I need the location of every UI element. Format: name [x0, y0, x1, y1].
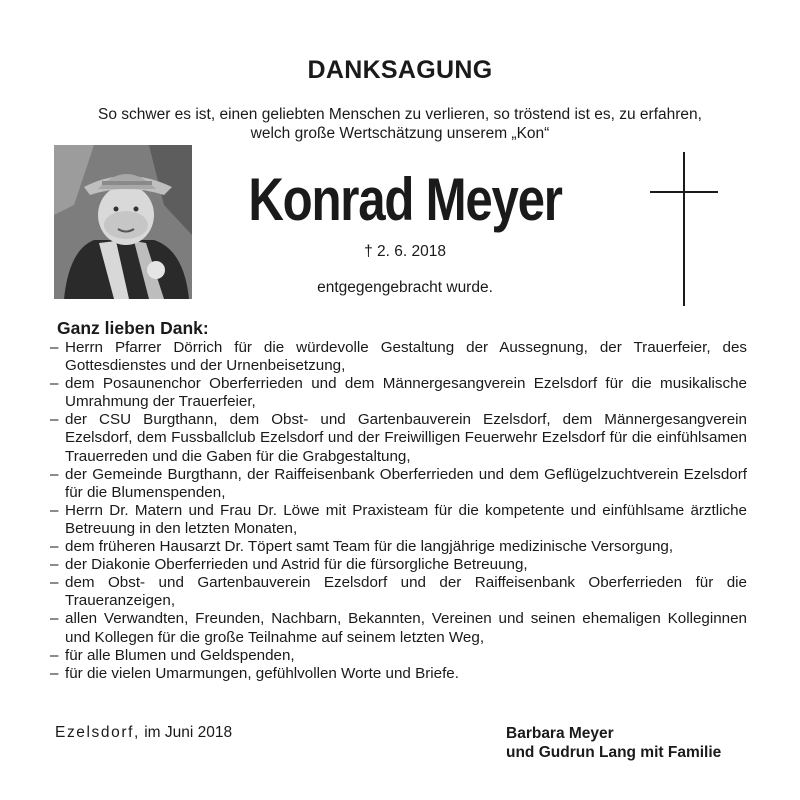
- list-item-text: der Diakonie Oberferrieden und Astrid für die fürsorgliche Betreuung,: [65, 556, 528, 574]
- list-dash: –: [50, 465, 59, 483]
- cross-horizontal-bar: [650, 191, 718, 193]
- list-item: [50, 538, 747, 556]
- list-dash: –: [50, 556, 59, 574]
- deceased-name: Konrad Meyer: [248, 166, 562, 233]
- notice-title: DANKSAGUNG: [307, 56, 493, 84]
- signature-block: [506, 724, 721, 762]
- list-item-text: dem Posaunenchor Oberferrieden und dem Männergesangverein Ezelsdorf für die musikalische Umrahmung der Trauerfeier,: [65, 375, 747, 411]
- town-name: Ezelsdorf,: [55, 724, 140, 741]
- list-item-text: der Gemeinde Burgthann, der Raiffeisenbank Oberferrieden und dem Geflügelzuchtverein Ezelsdorf für die Blumenspenden,: [65, 465, 747, 501]
- list-item: [50, 375, 747, 411]
- intro-line-1: So schwer es ist, einen geliebten Menschen zu verlieren, so tröstend ist es, zu erfahren,: [98, 106, 702, 123]
- cross-vertical-bar: [683, 152, 685, 306]
- list-dash: –: [50, 574, 59, 592]
- cross-icon: [650, 152, 718, 306]
- intro-text: [40, 105, 760, 143]
- received-text: entgegengebracht wurde.: [317, 279, 493, 296]
- list-item-text: dem früheren Hausarzt Dr. Töpert samt Team für die langjährige medizinische Versorgung,: [65, 538, 674, 556]
- list-item-text: für alle Blumen und Geldspenden,: [65, 646, 295, 664]
- list-dash: –: [50, 610, 59, 628]
- list-dash: –: [50, 664, 59, 682]
- list-item-text: dem Obst- und Gartenbauverein Ezelsdorf und der Raiffeisenbank Oberferrieden für die Traueranzeigen,: [65, 574, 747, 610]
- list-item-text: Herrn Pfarrer Dörrich für die würdevolle Gestaltung der Aussegnung, der Trauerfeier, des Gottesdienstes und der Urnenbeisetzung,: [65, 339, 747, 375]
- list-item-text: der CSU Burgthann, dem Obst- und Gartenbauverein Ezelsdorf, dem Männergesangverein Ezelsdorf, dem Fussballclub Ezelsdorf und der Freiwilligen Feuerwehr Ezelsdorf für die einfühlsamen Trauerreden und die Gaben für die Grabgestaltung,: [65, 411, 747, 465]
- intro-line-2: welch große Wertschätzung unserem „Kon“: [250, 125, 550, 142]
- list-dash: –: [50, 411, 59, 429]
- signature-line-2: und Gudrun Lang mit Familie: [506, 744, 722, 761]
- list-item: [50, 665, 747, 683]
- notice-date: im Juni 2018: [144, 724, 233, 741]
- list-item: [50, 502, 747, 538]
- list-item: [50, 610, 747, 646]
- list-dash: –: [50, 375, 59, 393]
- death-date: † 2. 6. 2018: [364, 243, 446, 260]
- list-dash: –: [50, 538, 59, 556]
- list-item: [50, 556, 747, 574]
- signature-line-1: Barbara Meyer: [506, 725, 614, 742]
- place-and-date: [55, 724, 232, 742]
- list-dash: –: [50, 646, 59, 664]
- list-item-text: Herrn Dr. Matern und Frau Dr. Löwe mit Praxisteam für die kompetente und einfühlsame ärztliche Betreuung in den letzten Monaten,: [65, 501, 747, 537]
- list-item: [50, 411, 747, 465]
- list-item-text: für die vielen Umarmungen, gefühlvollen Worte und Briefe.: [65, 664, 459, 682]
- list-dash: –: [50, 339, 59, 356]
- list-dash: –: [50, 501, 59, 519]
- list-item: [50, 574, 747, 610]
- list-item-text: allen Verwandten, Freunden, Nachbarn, Bekannten, Vereinen und seinen ehemaligen Kolleginnen und Kollegen für die große Teilnahme auf seinem letzten Weg,: [65, 610, 747, 646]
- list-item: [50, 466, 747, 502]
- portrait-photo-icon: [54, 145, 192, 299]
- list-item: [50, 339, 747, 375]
- thanks-heading: Ganz lieben Dank:: [57, 318, 209, 338]
- list-item: [50, 647, 747, 665]
- thanks-list: [50, 339, 747, 683]
